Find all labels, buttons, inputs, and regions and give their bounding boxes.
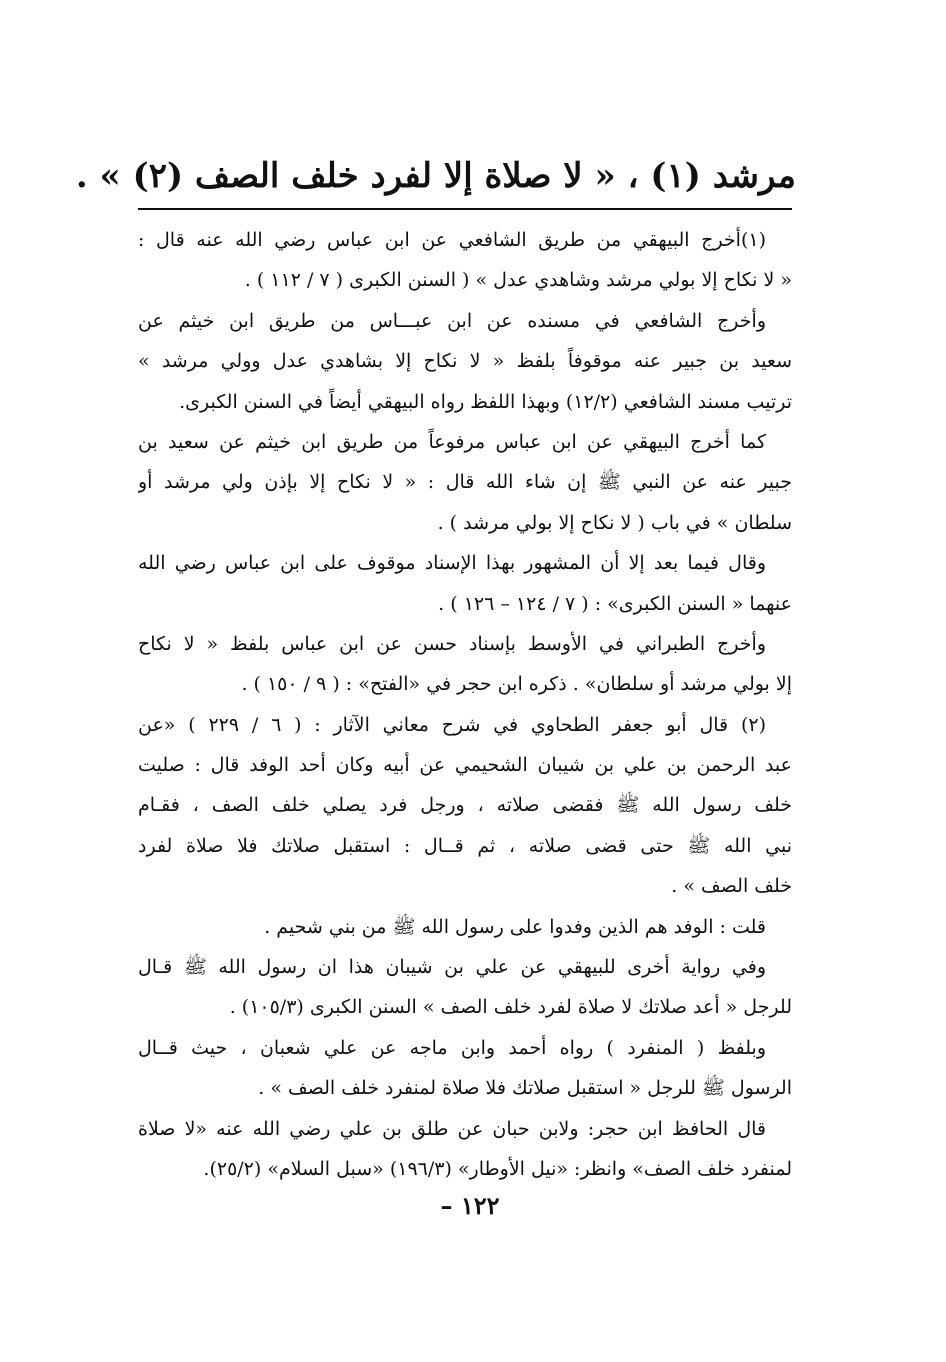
footnote-line: نبي الله ﷺ حتى قضى صلاته ، ثم قــال : استقبل صلاتك فلا صلاة لفرد <box>138 834 792 857</box>
footnote-line: (٢) قال أبو جعفر الطحاوي في شرح معاني الآثار : ( ٦ / ٢٢٩ ) «عن <box>138 713 766 736</box>
footnote-line: جبير عنه عن النبي ﷺ إن شاء الله قال : « لا نكاح إلا بإذن ولي مرشد أو <box>138 471 792 494</box>
footnote-line: لمنفرد خلف الصف» وانظر: «نيل الأوطار» (١٩٦/٣) «سبل السلام» (٢٥/٢). <box>203 1157 792 1180</box>
footnote-line: عنهما « السنن الكبرى» : ( ٧ / ١٢٤ – ١٢٦ ) . <box>438 592 792 615</box>
footnote-separator <box>138 208 792 210</box>
footnote-line: سعيد بن جبير عنه موقوفاً بلفظ « لا نكاح إلا بشاهدي عدل وولي مرشد » <box>138 350 792 373</box>
footnote-line: وأخرج الشافعي في مسنده عن ابن عبـــاس من طريق ابن خيثم عن <box>138 309 766 332</box>
footnote-line: عبد الرحمن بن علي بن شيبان الشحيمي عن أبيه وكان أحد الوفد قال : صليت <box>138 754 792 777</box>
footnote-line: كما أخرج البيهقي عن ابن عباس مرفوعاً من طريق ابن خيثم عن سعيد بن <box>138 430 766 453</box>
footnote-line: للرجل « أعد صلاتك لا صلاة لفرد خلف الصف » السنن الكبرى (١٠٥/٣) . <box>229 996 792 1019</box>
footnote-line: « لا نكاح إلا بولي مرشد وشاهدي عدل » ( السنن الكبرى ( ٧ / ١١٢ ) . <box>244 269 792 292</box>
footnote-line: إلا بولي مرشد أو سلطان» . ذكره ابن حجر في «الفتح» : ( ٩ / ١٥٠ ) . <box>241 673 792 696</box>
footnotes <box>138 220 792 1189</box>
footnote-line: سلطان » في باب ( لا نكاح إلا بولي مرشد ) . <box>437 511 792 534</box>
footnote-line: الرسول ﷺ للرجل « استقبل صلاتك فلا صلاة لمنفرد خلف الصف » . <box>258 1077 792 1100</box>
footnote-line: وفي رواية أخرى للبيهقي عن علي بن شيبان هذا ان رسول الله ﷺ قـال <box>138 956 766 979</box>
footnote-line: ترتيب مسند الشافعي (١٢/٢) وبهذا اللفظ رواه البيهقي أيضاً في السنن الكبرى. <box>179 390 792 413</box>
footnote-line: وأخرج الطبراني في الأوسط بإسناد حسن عن ابن عباس بلفظ « لا نكاح <box>138 632 766 655</box>
footnote-line: (١)أخرج البيهقي من طريق الشافعي عن ابن عباس رضي الله عنه قال : <box>138 229 766 251</box>
footnote-line: خلف الصف » . <box>671 875 792 898</box>
footnote-line: قلت : الوفد هم الذين وفدوا على رسول الله ﷺ من بني شحيم . <box>264 915 766 938</box>
footnote-line: وبلفظ ( المنفرد ) رواه أحمد وابن ماجه عن علي شعبان ، حيث قــال <box>138 1036 766 1059</box>
footnote-line: قال الحافظ ابن حجر: ولابن حبان عن طلق بن علي رضي الله عنه «لا صلاة <box>138 1117 766 1140</box>
footnote-line: وقال فيما بعد إلا أن المشهور بهذا الإسناد موقوف على ابن عباس رضي الله <box>138 552 766 575</box>
main-text-line: مرشد (١) ، « لا صلاة إلا لفرد خلف الصف (٢) » . <box>75 156 796 196</box>
footnote-line: خلف رسول الله ﷺ فقضى صلاته ، ورجل فرد يصلي خلف الصف ، فقـام <box>138 794 792 817</box>
page-number: ١٢٢ – <box>440 1191 500 1220</box>
